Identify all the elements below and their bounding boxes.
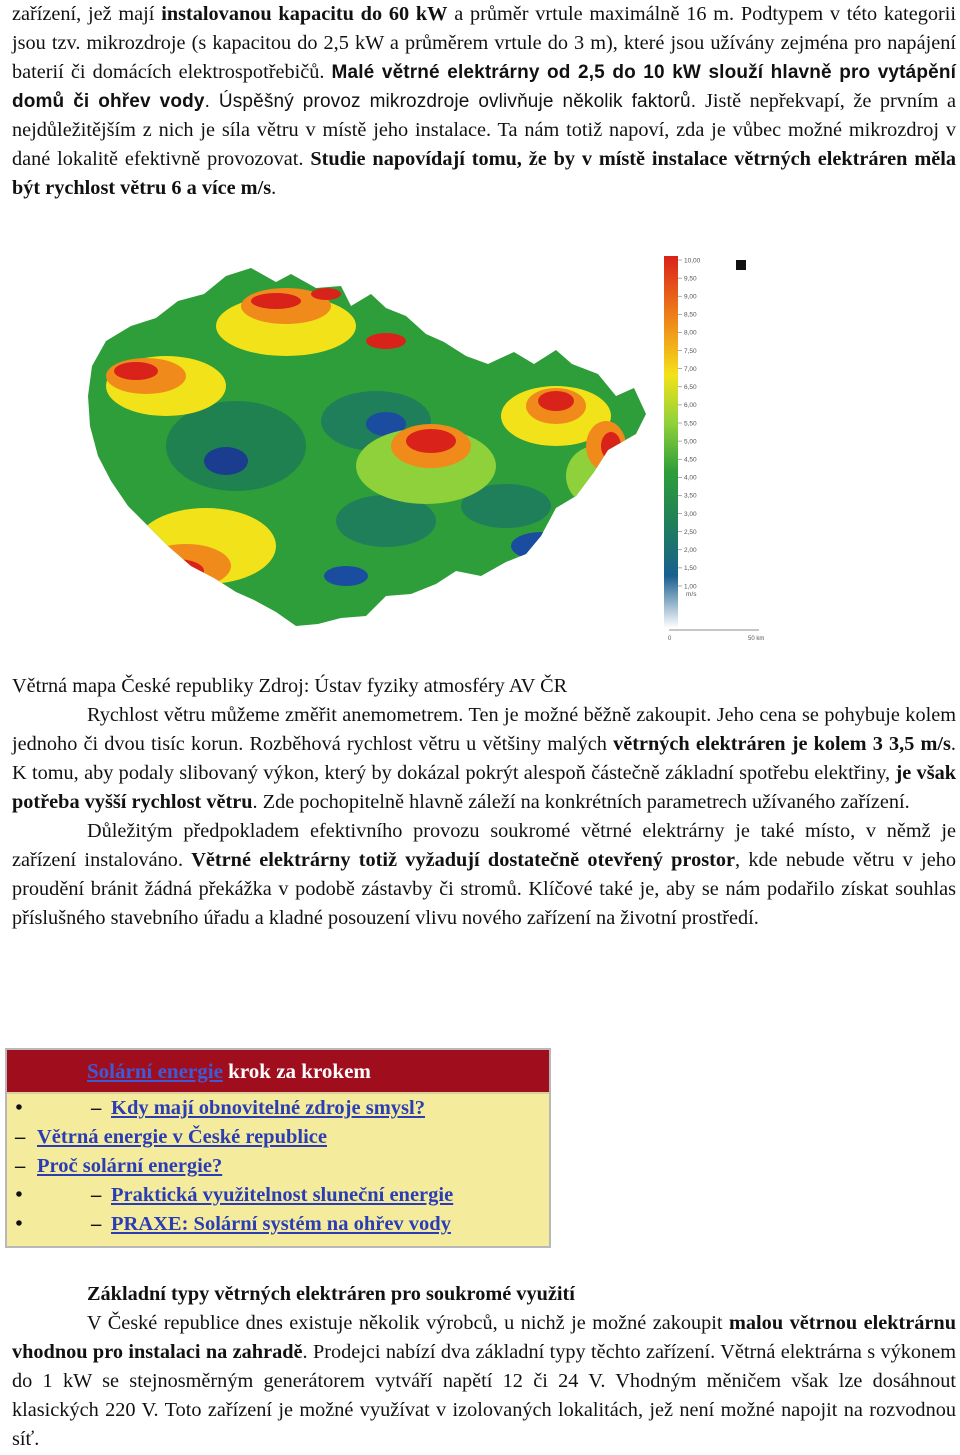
text-bold: malou větrnou elektrárnu vhodnou pro instalaci na zahradě [12,1312,956,1363]
series-box-list [7,1094,549,1239]
text-bold: větrných elektráren je kolem 3 3,5 m/s [613,733,951,755]
legend-tick-label: 6,50 [684,384,697,392]
series-list-item [11,1123,549,1152]
text: . Prodejci nabízí dva základní typy těchto zařízení. Větrná elektrárna s výkonem do 1 kW se stejnosměrným generátorem vytváří napětí 12 či 24 V. Vhodným měničem však lze dosáhnout klasických 220 V. Toto zařízení je možné využívat v izolovaných lokalitách, jež není možné napojit na rozvodnou síť. [12,1341,956,1450]
legend-tick-label: 2,00 [684,547,697,555]
legend-tick-label: 2,50 [684,528,697,536]
legend-tick-label: 1,50 [684,565,697,573]
dash-marker: – [91,1184,102,1206]
legend-tick-label: 8,00 [684,329,697,337]
solar-energy-link[interactable]: Solární energie [87,1059,223,1083]
bullet-icon: • [15,1097,23,1119]
legend-tick-label: 6,00 [684,402,697,410]
text: Jistě nepřekvapí, že prvním a nejdůležitějším z nich je síla větru v místě jeho instalace. Ta nám totiž napoví, zda je vůbec možné mikrozdroj v dané lokalitě efektivně provozovat. [12,90,956,170]
text-bold: Malé větrné elektrárny od 2,5 do 10 kW slouží hlavně pro vytápění domů či ohřev vody [12,62,956,112]
series-article-link[interactable]: PRAXE: Solární systém na ohřev vody [111,1213,451,1235]
figure-caption-block [12,672,956,933]
text: , kde nebude větru v jeho proudění bránit žádná překážka v podobě zástavby či stromů. Klíčové také je, aby se nám podařilo získat souhlas příslušného stavebního úřadu a kladné posouzení vlivu nového zařízení na životní prostředí. [12,849,956,929]
dash-marker: – [15,1155,26,1177]
legend-tick-label: 10,00 [684,257,701,265]
text-bold: Studie napovídají tomu, že by v místě instalace větrných elektráren měla být rychlost větru 6 a více m/s [12,148,956,199]
legend-unit: m/s [686,591,697,598]
text: . K tomu, aby podaly slibovaný výkon, který by dokázal pokrýt alespoň částečně základní spotřebu elektřiny, [12,733,956,784]
legend-tick-label: 3,50 [684,492,697,500]
series-article-link[interactable]: Praktická využitelnost sluneční energie [111,1184,454,1206]
figure-caption: Větrná mapa České republiky Zdroj: Ústav fyziky atmosféry AV ČR [12,675,568,697]
series-list-item [11,1152,549,1181]
series-list-item [11,1181,549,1210]
text: a průměr vrtule maximálně 16 m. Podtypem v této kategorii jsou tzv. mikrozdroje (s kapacitou do 2,5 kW a průměrem vrtule do 3 m), které jsou užívány zejména pro napájení baterií či domácích elektrospotřebičů. [12,3,957,83]
series-box-header [7,1050,549,1094]
dash-marker: – [15,1126,26,1148]
bullet-icon: • [15,1213,23,1235]
legend-tick-label: 4,50 [684,456,697,464]
paragraph-anemometer [12,701,956,817]
scale-end: 50 km [748,636,765,642]
text: . Zde pochopitelně hlavně záleží na konkrétních parametrech užívaného zařízení. [252,791,910,813]
series-article-link[interactable]: Kdy mají obnovitelné zdroje smysl? [111,1097,425,1119]
text: V České republice dnes existuje několik výrobců, u nichž je možné zakoupit [87,1312,730,1334]
paragraph-intro [12,0,956,203]
legend-tick-label: 5,50 [684,420,697,428]
section-types [12,1280,956,1454]
legend-tick-label: 4,00 [684,474,697,482]
text-bold: je však potřeba vyšší rychlost větru [12,762,957,813]
wind-map-figure [86,246,798,646]
dash-marker: – [91,1097,102,1119]
text: . Úspěšný provoz mikrozdroje ovlivňuje několik faktorů. [204,91,706,112]
legend-tick-label: 9,50 [684,275,697,283]
article-top [12,0,956,203]
series-list-item [11,1094,549,1123]
text: Důležitým předpokladem efektivního provozu soukromé větrné elektrárny je také místo, v němž je zařízení instalováno. [12,820,956,871]
series-article-link[interactable]: Proč solární energie? [37,1155,223,1177]
series-box [5,1048,551,1248]
map-country-shape [86,246,656,646]
legend-tick-label: 9,00 [684,293,697,301]
legend-tick-label: 5,00 [684,438,697,446]
text-bold: instalovanou kapacitu do 60 kW [161,3,448,25]
legend-tick-label: 1,00 [684,583,697,591]
paragraph-placement [12,817,956,933]
bullet-icon: • [15,1184,23,1206]
text: . [271,177,277,199]
legend-tick-label: 7,00 [684,365,697,373]
text: zařízení, jež mají [12,3,162,25]
scale-start: 0 [668,636,672,642]
paragraph-types [12,1309,956,1454]
series-article-link[interactable]: Větrná energie v České republice [37,1126,327,1148]
legend-color-bar [664,256,678,628]
text: Rychlost větru můžeme změřit anemometrem. Ten je možné běžně zakoupit. Jeho cena se pohybuje kolem jednoho či dvou tisíc korun. Rozběhová rychlost větru u většiny malých [12,704,956,755]
text-bold: Větrné elektrárny totiž vyžadují dostatečně otevřený prostor [191,849,735,871]
legend-tick-label: 8,50 [684,311,697,319]
legend-tick-label: 3,00 [684,510,697,518]
dash-marker: – [91,1213,102,1235]
legend-tick-label: 7,50 [684,347,697,355]
legend-ticks [678,257,701,590]
legend-marker [736,260,746,270]
section-heading: Základní typy větrných elektráren pro soukromé využití [87,1283,575,1305]
series-box-title: krok za krokem [222,1059,371,1083]
series-list-item [11,1210,549,1239]
